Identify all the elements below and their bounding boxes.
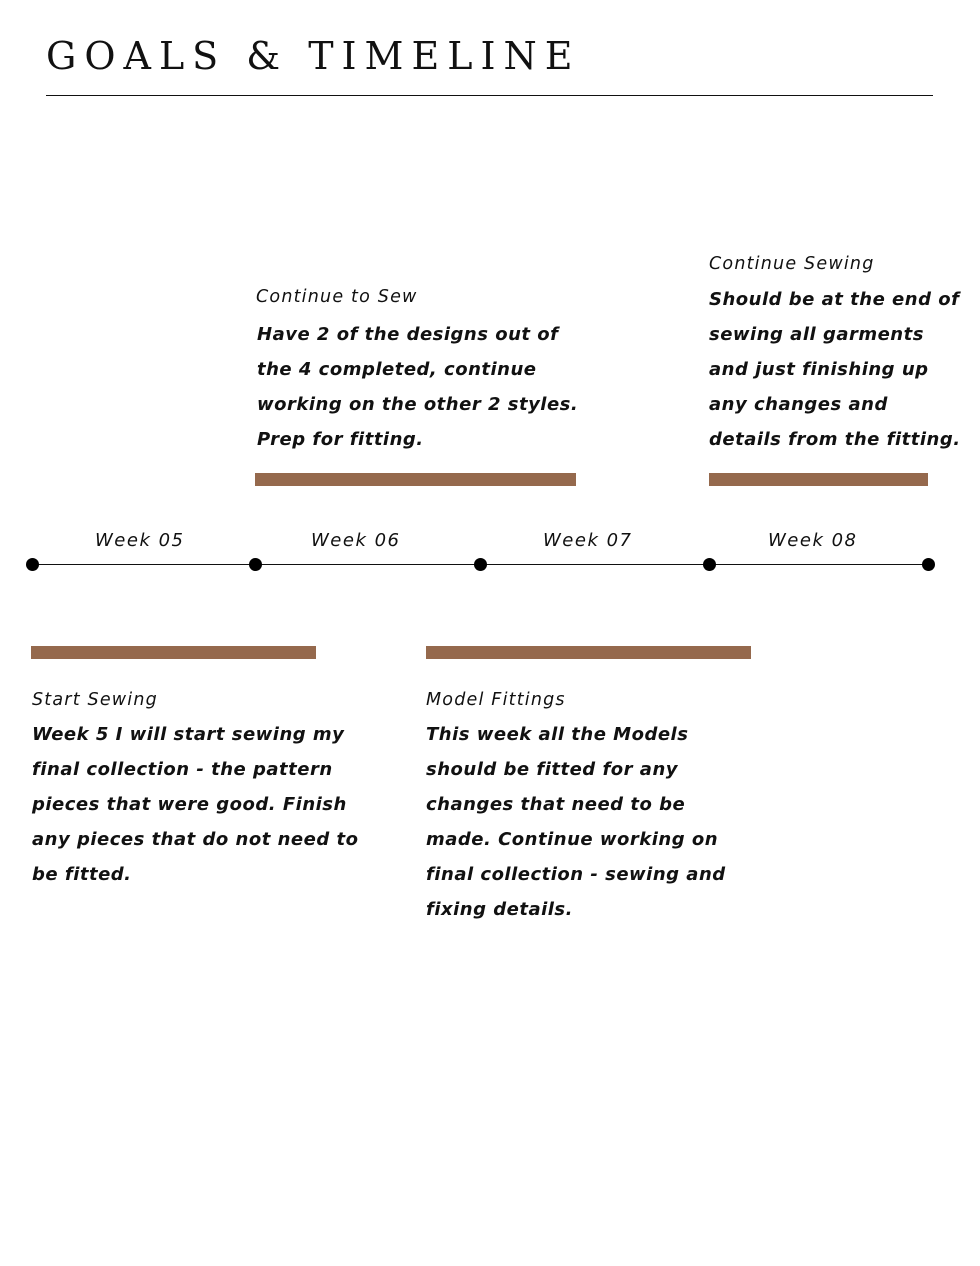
event-body-line: and just finishing up bbox=[709, 359, 929, 380]
event-body-continue-sewing bbox=[709, 282, 961, 457]
event-body-line: Have 2 of the designs out of bbox=[257, 324, 559, 345]
event-body-start-sewing bbox=[32, 717, 358, 892]
week-label-05: Week 05 bbox=[95, 530, 185, 551]
week-label-06: Week 06 bbox=[311, 530, 401, 551]
event-body-line: be fitted. bbox=[32, 864, 132, 885]
event-bar-start-sewing bbox=[31, 646, 316, 659]
event-title-continue-sewing: Continue Sewing bbox=[709, 254, 875, 274]
event-body-line: final collection - sewing and bbox=[426, 864, 726, 885]
event-body-line: the 4 completed, continue bbox=[257, 359, 537, 380]
event-body-line: working on the other 2 styles. bbox=[257, 394, 579, 415]
timeline-marker bbox=[249, 558, 262, 571]
event-bar-continue-sewing bbox=[709, 473, 928, 486]
timeline-marker bbox=[474, 558, 487, 571]
event-body-line: made. Continue working on bbox=[426, 829, 719, 850]
week-label-08: Week 08 bbox=[768, 530, 858, 551]
event-title-start-sewing: Start Sewing bbox=[32, 690, 158, 710]
event-body-line: should be fitted for any bbox=[426, 759, 678, 780]
event-body-line: any changes and bbox=[709, 394, 888, 415]
event-body-line: final collection - the pattern bbox=[32, 759, 333, 780]
event-body-line: sewing all garments bbox=[709, 324, 924, 345]
event-body-line: any pieces that do not need to bbox=[32, 829, 359, 850]
week-label-07: Week 07 bbox=[543, 530, 633, 551]
event-title-model-fittings: Model Fittings bbox=[426, 690, 566, 710]
event-bar-continue-to-sew bbox=[255, 473, 576, 486]
event-body-line: Prep for fitting. bbox=[257, 429, 424, 450]
timeline-marker bbox=[922, 558, 935, 571]
timeline-marker bbox=[703, 558, 716, 571]
event-body-line: fixing details. bbox=[426, 899, 573, 920]
event-bar-model-fittings bbox=[426, 646, 751, 659]
event-title-continue-to-sew: Continue to Sew bbox=[256, 287, 418, 307]
event-body-line: Should be at the end of bbox=[709, 289, 960, 310]
event-body-model-fittings bbox=[426, 717, 726, 927]
title-divider bbox=[46, 95, 933, 96]
event-body-line: details from the fitting. bbox=[709, 429, 961, 450]
timeline-marker bbox=[26, 558, 39, 571]
event-body-line: This week all the Models bbox=[426, 724, 689, 745]
event-body-line: pieces that were good. Finish bbox=[32, 794, 347, 815]
event-body-line: Week 5 I will start sewing my bbox=[32, 724, 345, 745]
event-body-line: changes that need to be bbox=[426, 794, 686, 815]
page-title: GOALS & TIMELINE bbox=[46, 34, 581, 78]
event-body-continue-to-sew bbox=[257, 317, 578, 457]
